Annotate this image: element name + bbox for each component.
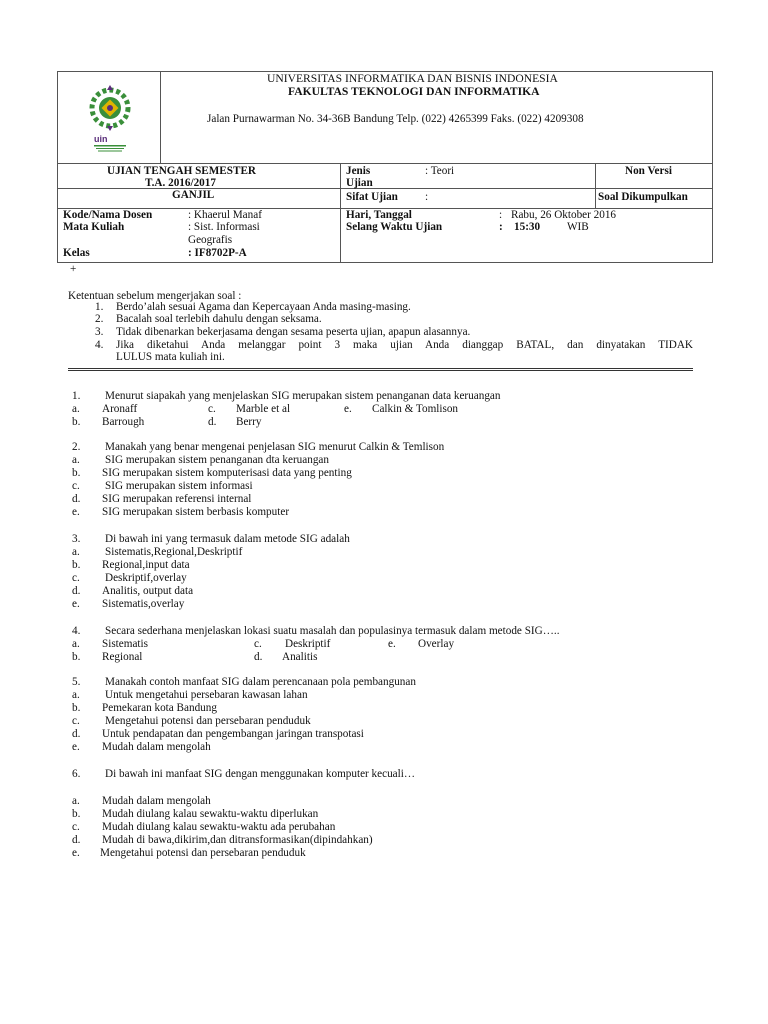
option-text: SIG merupakan referensi internal: [102, 493, 252, 505]
waktu-tz: WIB: [567, 221, 589, 233]
option-letter: b.: [72, 651, 81, 663]
option-text: Berry: [236, 416, 262, 428]
faculty-name: FAKULTAS TEKNOLOGI DAN INFORMATIKA: [288, 85, 540, 98]
option-letter: c.: [72, 715, 80, 727]
rule-number: 3.: [95, 326, 104, 338]
option-letter: c.: [72, 821, 80, 833]
option-text: Mudah diulang kalau sewaktu-waktu diperlukan: [102, 808, 319, 820]
option-letter: c.: [72, 572, 80, 584]
soal-dikumpulkan: Soal Dikumpulkan: [598, 191, 688, 203]
university-logo: [80, 80, 140, 154]
rule-text: Tidak dibenarkan bekerjasama dengan sesama peserta ujian, apapun alasannya.: [116, 326, 471, 338]
question-text: Manakah contoh manfaat SIG dalam perencanaan pola pembangunan: [105, 676, 416, 688]
rules-title: Ketentuan sebelum mengerjakan soal :: [68, 290, 242, 302]
rule-number: 4.: [95, 339, 104, 351]
option-letter: e.: [388, 638, 396, 650]
question-number: 6.: [72, 768, 81, 780]
rule-text-continued: LULUS mata kuliah ini.: [116, 351, 225, 363]
question-number: 1.: [72, 390, 81, 402]
question-text: Di bawah ini yang termasuk dalam metode SIG adalah: [105, 533, 350, 545]
waktu-value: 15:30: [514, 221, 541, 233]
option-text: Mudah dalam mengolah: [102, 741, 211, 753]
option-letter: b.: [72, 559, 81, 571]
question-text: Secara sederhana menjelaskan lokasi suatu masalah dan populasinya termasuk dalam metode SIG…..: [105, 625, 560, 637]
option-letter: d.: [72, 728, 81, 740]
option-letter: d.: [72, 585, 81, 597]
jenis-value: : Teori: [425, 165, 455, 177]
mata-kuliah-value: : Sist. Informasi: [188, 221, 260, 233]
option-letter: a.: [72, 689, 80, 701]
rule-text: Jika diketahui Anda melanggar point 3 maka ujian Anda dianggap BATAL, dan dinyatakan TIDAK: [116, 339, 693, 351]
option-text: Regional: [102, 651, 143, 663]
question-number: 3.: [72, 533, 81, 545]
option-letter: c.: [208, 403, 216, 415]
option-text: Deskriptif,overlay: [105, 572, 187, 584]
option-text: Mudah diulang kalau sewaktu-waktu ada perubahan: [102, 821, 336, 833]
kelas-label: Kelas: [63, 247, 90, 259]
option-text: Aronaff: [102, 403, 138, 415]
sifat-label: Sifat Ujian: [346, 191, 398, 203]
option-text: Mudah dalam mengolah: [102, 795, 211, 807]
kelas-value: : IF8702P-A: [188, 247, 247, 259]
option-letter: b.: [72, 467, 81, 479]
sifat-value: :: [425, 191, 429, 203]
option-letter: e.: [72, 506, 80, 518]
hari-colon: :: [499, 209, 503, 221]
dosen-label: Kode/Nama Dosen: [63, 209, 153, 221]
question-text: Di bawah ini manfaat SIG dengan menggunakan komputer kecuali…: [105, 768, 416, 780]
plus-mark: +: [70, 263, 77, 275]
option-text: Sistematis: [102, 638, 148, 650]
option-text: SIG merupakan sistem informasi: [105, 480, 253, 492]
question-text: Manakah yang benar mengenai penjelasan SIG menurut Calkin & Temlison: [105, 441, 445, 453]
option-text: SIG merupakan sistem komputerisasi data yang penting: [102, 467, 352, 479]
waktu-label: Selang Waktu Ujian: [346, 221, 443, 233]
rule-number: 1.: [95, 301, 104, 313]
question-text: Menurut siapakah yang menjelaskan SIG merupakan sistem penanganan data keruangan: [105, 390, 501, 402]
option-letter: a.: [72, 795, 80, 807]
option-text: Deskriptif: [285, 638, 331, 650]
option-text: Sistematis,overlay: [102, 598, 185, 610]
option-letter: e.: [72, 847, 80, 859]
rule-number: 2.: [95, 313, 104, 325]
option-letter: a.: [72, 454, 80, 466]
separator-line: [68, 368, 693, 371]
exam-term: GANJIL: [172, 189, 215, 201]
exam-year: T.A. 2016/2017: [145, 177, 216, 189]
option-text: Analitis: [282, 651, 318, 663]
option-letter: b.: [72, 808, 81, 820]
jenis-label: Jenis: [346, 165, 371, 177]
option-letter: d.: [72, 834, 81, 846]
option-text: Mudah di bawa,dikirim,dan ditransformasikan(dipindahkan): [102, 834, 373, 846]
question-number: 5.: [72, 676, 81, 688]
question-number: 4.: [72, 625, 81, 637]
dosen-value: : Khaerul Manaf: [188, 209, 262, 221]
option-text: Calkin & Tomlison: [372, 403, 459, 415]
rule-text: Bacalah soal terlebih dahulu dengan seksama.: [116, 313, 322, 325]
mata-kuliah-label: Mata Kuliah: [63, 221, 125, 233]
option-letter: b.: [72, 702, 81, 714]
option-letter: d.: [208, 416, 217, 428]
option-text: Pemekaran kota Bandung: [102, 702, 217, 714]
mata-kuliah-value-2: Geografis: [188, 234, 233, 246]
option-text: Mengetahui potensi dan persebaran penduduk: [105, 715, 311, 727]
option-text: SIG merupakan sistem berbasis komputer: [102, 506, 290, 518]
option-letter: c.: [72, 480, 80, 492]
hari-value: Rabu, 26 Oktober 2016: [511, 209, 617, 221]
option-letter: e.: [72, 741, 80, 753]
non-versi: Non Versi: [625, 165, 672, 177]
option-letter: b.: [72, 416, 81, 428]
option-letter: d.: [254, 651, 263, 663]
waktu-colon: :: [499, 221, 503, 233]
option-text: Overlay: [418, 638, 455, 650]
option-text: Sistematis,Regional,Deskriptif: [105, 546, 243, 558]
option-text: Untuk pendapatan dan pengembangan jaringan transpotasi: [102, 728, 364, 740]
option-text: Marble et al: [236, 403, 291, 415]
option-text: Mengetahui potensi dan persebaran penduduk: [100, 847, 306, 859]
option-text: Untuk mengetahui persebaran kawasan lahan: [105, 689, 308, 701]
logo-cell: [58, 72, 161, 163]
option-text: Barrough: [102, 416, 145, 428]
address: Jalan Purnawarman No. 34-36B Bandung Telp. (022) 4265399 Faks. (022) 4209308: [207, 113, 584, 125]
rule-text: Berdo’alah sesuai Agama dan Kepercayaan Anda masing-masing.: [116, 301, 411, 313]
exam-title: UJIAN TENGAH SEMESTER: [107, 165, 256, 177]
option-letter: a.: [72, 638, 80, 650]
option-text: SIG merupakan sistem penanganan dta keruangan: [105, 454, 329, 466]
logo-wordmark: uin: [94, 134, 108, 144]
option-letter: e.: [344, 403, 352, 415]
jenis-label-2: Ujian: [346, 177, 373, 189]
option-letter: a.: [72, 403, 80, 415]
hari-label: Hari, Tanggal: [346, 209, 412, 221]
option-letter: d.: [72, 493, 81, 505]
logo-emblem: [92, 85, 128, 131]
question-number: 2.: [72, 441, 81, 453]
option-letter: c.: [254, 638, 262, 650]
university-name: UNIVERSITAS INFORMATIKA DAN BISNIS INDONESIA: [267, 72, 558, 85]
option-letter: a.: [72, 546, 80, 558]
option-text: Analitis, output data: [102, 585, 194, 597]
option-letter: e.: [72, 598, 80, 610]
option-text: Regional,input data: [102, 559, 190, 571]
